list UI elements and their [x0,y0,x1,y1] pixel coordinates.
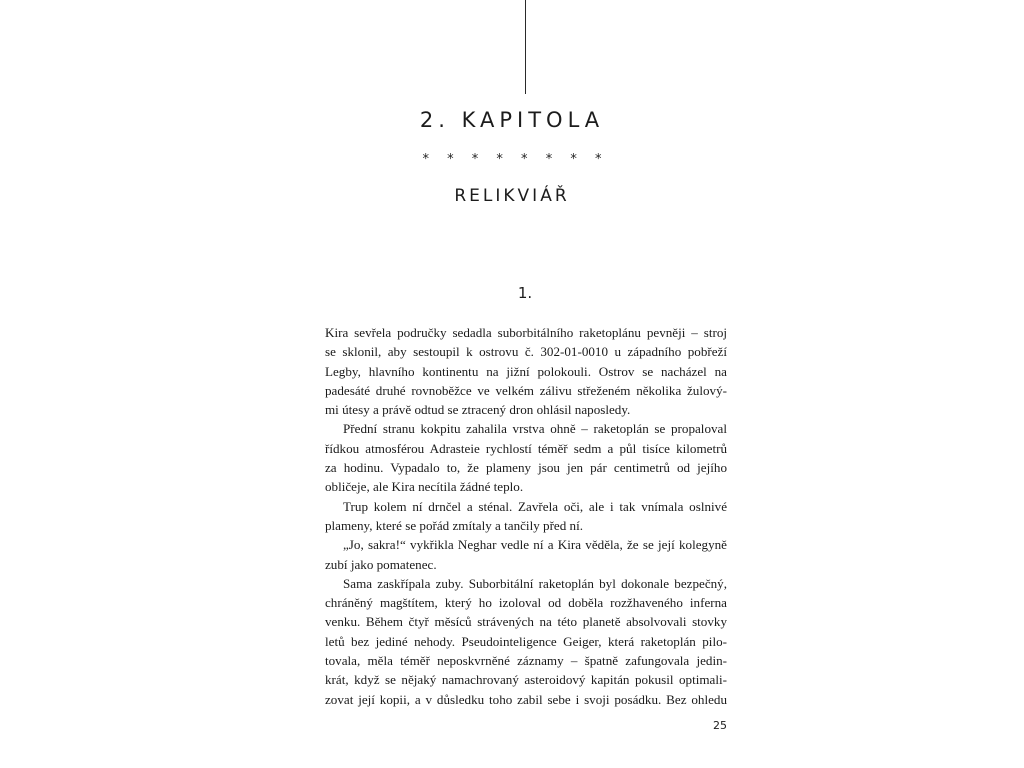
text-line: řídkou atmosférou Adrasteie rychlostí téměř sedm a půl tisíce kilometrů [325,440,727,456]
text-line: „Jo, sakra!“ vykřikla Neghar vedle ní a Kira věděla, že se její kolegyně [343,537,727,553]
text-line: plameny, které se pořád zmítaly a tančily před ní. [325,517,584,533]
top-vertical-rule [525,0,526,94]
section-number: 1. [517,284,533,302]
text-line: se sklonil, aby sestoupil k ostrovu č. 302-01-0010 u západního pobřeží [325,344,727,360]
chapter-title: RELIKVIÁŘ [454,186,570,206]
text-line: padesáté druhé rovnoběžce ve velkém zálivu střeženém několika žulový- [325,382,727,398]
text-line: zovat její kopii, a v důsledku toho zabil sebe i svoji posádku. Bez ohledu [325,691,727,707]
page-number: 25 [713,719,727,732]
text-line: Legby, hlavního kontinentu na jižní polokouli. Ostrov se nacházel na [325,363,727,379]
text-line: Přední stranu kokpitu zahalila vrstva ohně – raketoplán se propaloval [343,421,727,437]
text-line: letů bez jediné nehody. Pseudointeligence Geiger, která raketoplán pilo- [325,633,727,649]
chapter-number: 2. KAPITOLA [419,108,605,132]
text-line: venku. Během čtyř měsíců strávených na této planetě absolvovali stovky [325,614,727,630]
text-line: za hodinu. Vypadalo to, že plameny jsou jen pár centimetrů od jejího [325,460,727,476]
text-line: obličeje, ale Kira necítila žádné teplo. [325,479,524,495]
ornamental-stars: * * * * * * * * [422,152,602,167]
text-line: Trup kolem ní drnčel a sténal. Zavřela oči, ale i tak vnímala oslnivé [343,498,727,514]
text-line: krát, když se nějaký namachrovaný asteroidový kapitán pokusil optimali- [325,672,727,688]
body-text [325,323,727,709]
text-line: chráněný magštítem, který ho izoloval od doběla rozžhaveného inferna [325,595,727,611]
text-line: Kira sevřela područky sedadla suborbitálního raketoplánu pevněji – stroj [325,325,727,340]
text-line: zubí jako pomatenec. [325,556,437,572]
text-line: tovala, měla téměř neposkvrněné záznamy – špatně zafungovala jedin- [325,653,727,669]
text-line: mi útesy a právě odtud se ztracený dron ohlásil naposledy. [325,402,631,418]
text-line: Sama zaskřípala zuby. Suborbitální raketoplán byl dokonale bezpečný, [343,575,727,591]
